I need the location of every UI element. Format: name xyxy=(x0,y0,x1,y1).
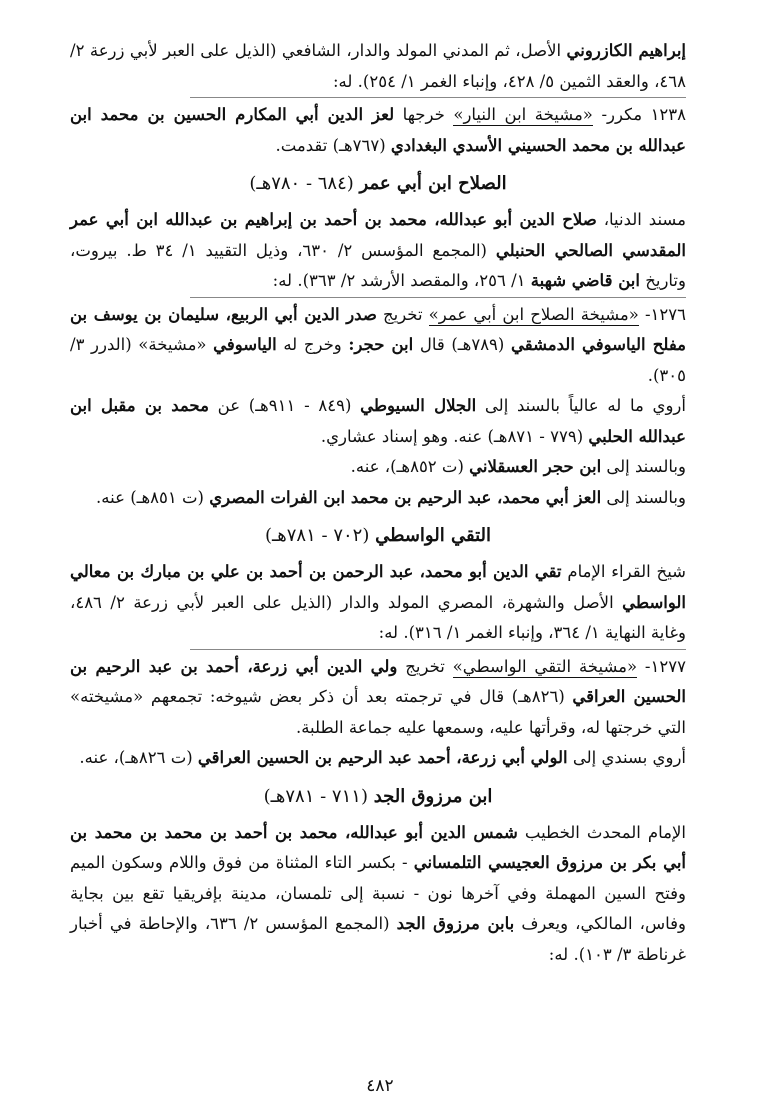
riwaya-name: محمد بن مقبل ابن عبدالله الحلبي xyxy=(70,396,686,446)
riwaya-text: وبالسند إلى xyxy=(601,457,686,476)
heading-dates: (٧١١ - ٧٨١هـ) xyxy=(263,785,374,807)
section-heading-ibn-marzuq xyxy=(70,782,686,812)
riwaya-text: أروي بسندي إلى xyxy=(567,748,686,767)
heading-name: التقي الواسطي xyxy=(375,525,492,546)
entry-person: صدر الدين أبي الربيع، سليمان بن يوسف بن مفلح الياسوفي الدمشقي xyxy=(70,304,687,354)
entry-1238 xyxy=(70,100,686,161)
bio-name: تقي الدين أبو محمد، عبد الرحمن بن أحمد بن علي بن مبارك بن معالي الواسطي xyxy=(70,562,686,612)
riwaya-name: العز أبي محمد، عبد الرحيم بن محمد ابن الفرات المصري xyxy=(209,487,602,507)
heading-name: الصلاح ابن أبي عمر xyxy=(359,173,507,194)
entry-divider xyxy=(190,649,686,650)
riwaya-text: وبالسند إلى xyxy=(601,487,686,507)
riwaya-line xyxy=(70,483,686,514)
entry-text: تخريج xyxy=(397,656,453,676)
riwaya-text: (٨٤٩ - ٩١١هـ) عن xyxy=(208,396,361,415)
intro-paragraph xyxy=(70,36,686,97)
page-number: ٤٨٢ xyxy=(366,1076,394,1096)
riwaya-text: (ت ٨٢٦هـ)، عنه. xyxy=(79,748,198,767)
person-name: إبراهيم الكازروني xyxy=(566,41,686,60)
section-heading-wasiti xyxy=(70,521,686,551)
entry-title: «مشيخة ابن النيار» xyxy=(453,105,593,124)
intro-text: الأصل، ثم المدني المولد والدار، الشافعي (الذيل على العبر لأبي زرعة ٢/ ٤٦٨، والعقد الثمين ٥/ ٤٢٨، وإنباء الغمر ١/ ٢٥٤). له: xyxy=(70,41,686,91)
entry-title: «مشيخة الصلاح ابن أبي عمر» xyxy=(428,304,639,324)
entry-number: ١٢٧٦- xyxy=(638,304,686,324)
heading-name: ابن مرزوق الجد xyxy=(373,785,493,807)
bio-text: (المجمع المؤسس ٢/ ٦٣٦، والإحاطة في أخبار غرناطة ٣/ ١٠٣). له: xyxy=(70,914,686,964)
entry-1276 xyxy=(70,300,686,392)
entry-1277 xyxy=(70,652,686,744)
riwaya-name: ابن حجر العسقلاني xyxy=(469,457,602,476)
riwaya-name: الجلال السيوطي xyxy=(360,396,477,415)
riwaya-text: (ت ٨٥١هـ) عنه. xyxy=(96,487,210,507)
entry-person: الياسوفي xyxy=(213,335,277,354)
bio-text: شيخ القراء الإمام xyxy=(561,562,686,581)
entry-number: ١٢٧٧- xyxy=(637,656,686,676)
entry-text: خرجها xyxy=(394,105,454,124)
entry-number: ١٢٣٨ مكرر- xyxy=(592,105,687,124)
heading-dates: (٦٨٤ - ٧٨٠هـ) xyxy=(249,173,360,194)
bio-paragraph xyxy=(70,557,686,649)
bio-name: ابن قاضي شهبة xyxy=(530,271,640,290)
entry-divider xyxy=(190,97,686,98)
entry-text: (٨٢٦هـ) قال في ترجمته بعد أن ذكر بعض شيوخه: تجمعهم «مشيخته» التي خرجتها له، وقرأتها عليه، وسمعها عليه جماعة الطلبة. xyxy=(70,687,686,737)
entry-text: وخرج له xyxy=(276,335,349,354)
entry-text: (٧٦٧هـ) تقدمت. xyxy=(275,135,391,155)
bio-paragraph xyxy=(70,205,686,297)
entry-person: ابن حجر: xyxy=(348,335,414,354)
riwaya-line xyxy=(70,452,686,483)
riwaya-name: الولي أبي زرعة، أحمد عبد الرحيم بن الحسين العراقي xyxy=(197,748,568,767)
bio-text: مسند الدنيا، xyxy=(596,210,686,229)
riwaya-text: (٧٧٩ - ٨٧١هـ) عنه. وهو إسناد عشاري. xyxy=(320,426,589,446)
heading-dates: (٧٠٢ - ٧٨١هـ) xyxy=(264,525,376,546)
bio-text: ١/ ٢٥٦، والمقصد الأرشد ٢/ ٣٦٣). له: xyxy=(272,271,531,290)
entry-text: (٧٨٩هـ) قال xyxy=(413,335,511,354)
section-heading-salah xyxy=(70,169,686,199)
entry-person: لعز الدين أبي المكارم الحسين بن محمد ابن عبدالله بن محمد الحسيني الأسدي البغدادي xyxy=(70,105,686,155)
riwaya-text: أروي ما له عالياً بالسند إلى xyxy=(476,396,686,415)
riwaya-line xyxy=(70,391,686,452)
entry-text: تخريج xyxy=(376,304,429,324)
entry-person: ولي الدين أبي زرعة، أحمد بن عبد الرحيم بن الحسين العراقي xyxy=(70,656,686,706)
bio-text: الإمام المحدث الخطيب xyxy=(517,822,686,842)
bio-text: (المجمع المؤسس ٢/ ٦٣٠، وذيل التقييد ١/ ٣٤ ط. بيروت، وتاريخ xyxy=(70,240,686,290)
bio-name: شمس الدين أبو عبدالله، محمد بن أحمد بن محمد بن محمد بن أبي بكر بن مرزوق العجيسي التلمساني xyxy=(70,822,687,872)
bio-name: بابن مرزوق الجد xyxy=(396,914,515,933)
bio-text: - بكسر التاء المثناة من فوق واللام وسكون الميم وفتح السين المهملة وفي آخرها نون - نسبة إلى تلمسان، مدينة بإفريقيا تقع بين بجاية وفاس، المالكي، ويعرف xyxy=(70,853,686,933)
bio-text: الأصل والشهرة، المصري المولد والدار (الذيل على العبر لأبي زرعة ٢/ ٤٨٦، وغاية النهاية ١/ ٣٦٤، وإنباء الغمر ١/ ٣١٦). له: xyxy=(70,592,686,642)
bio-paragraph xyxy=(70,818,686,971)
entry-title: «مشيخة التقي الواسطي» xyxy=(452,656,638,676)
entry-divider xyxy=(190,297,686,298)
riwaya-text: (ت ٨٥٢هـ)، عنه. xyxy=(350,457,470,476)
entry-text: «مشيخة» (الدرر ٣/ ٣٠٥). xyxy=(70,335,686,385)
riwaya-line xyxy=(70,743,686,774)
bio-name: صلاح الدين أبو عبدالله، محمد بن أحمد بن إبراهيم بن عبدالله ابن أبي عمر المقدسي الصالحي الحنبلي xyxy=(70,210,687,260)
